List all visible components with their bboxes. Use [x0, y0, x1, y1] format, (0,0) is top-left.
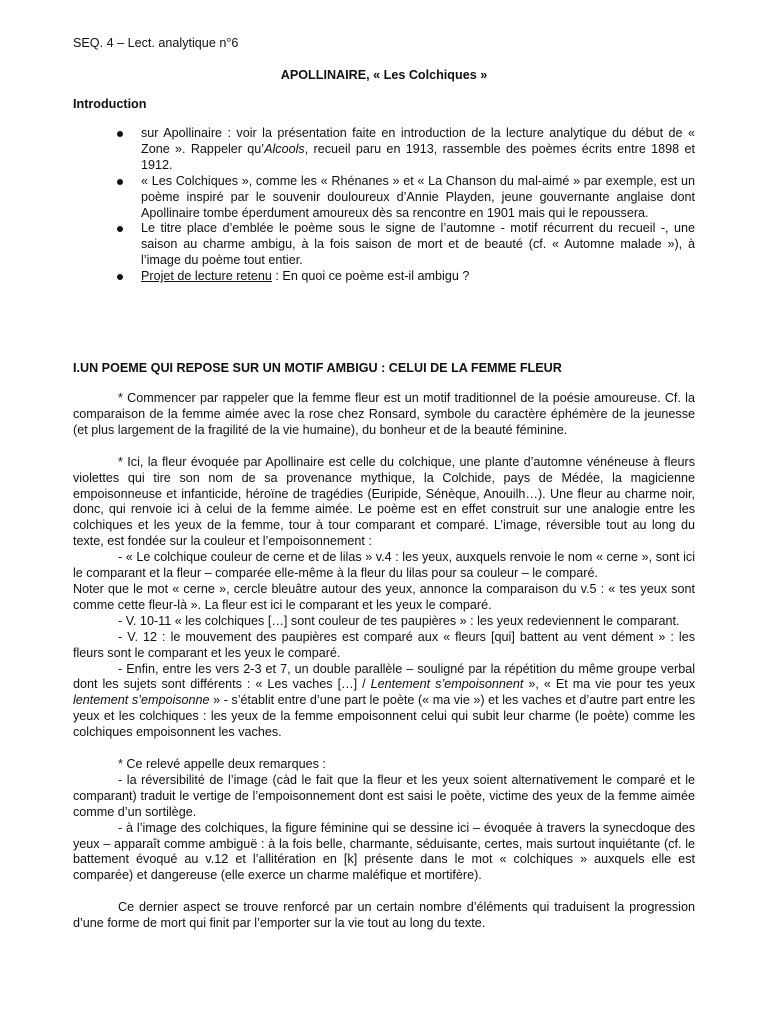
paragraph-text: », « Et ma vie pour tes yeux — [523, 677, 695, 692]
paragraph: - V. 12 : le mouvement des paupières est comparé aux « fleurs [qui] battent au vent dément » : les fleurs sont le comparant et les yeux le comparé. — [73, 629, 695, 660]
paragraph: Ce dernier aspect se trouve renforcé par un certain nombre d’éléments qui traduisent la progression d’une forme de mort qui finit par l’emporter sur la vie tout au long du texte. — [73, 900, 695, 931]
bullet-text: « Les Colchiques », comme les « Rhénanes » et « La Chanson du mal-aimé » par exemple, est un poème inspiré par le souvenir douloureux d’Annie Playden, jeune gouvernante anglaise dont Apollinaire tombe éperdument amoureux dès sa rencontre en 1901 mais qui le repoussera. — [141, 173, 695, 220]
bullet-icon — [117, 131, 123, 137]
introduction-bullet-list — [73, 126, 695, 285]
paragraph: * Ici, la fleur évoquée par Apollinaire est celle du colchique, une plante d’automne vénéneuse à fleurs violettes qui tire son nom de sa provenance mythique, la Colchide, pays de Médée, la magicienne empoisonneuse et infanticide, héroïne de tragédies (Euripide, Sénèque, Anouilh…). Une fleur au charme noir, donc, qui renvoie ici à celui de la femme aimée. Le poème est en effet construit sur une analogie entre les colchiques et les yeux de la femme, tour à tour comparant et comparé. L’image, réversible tout au long du texte, est fondée sur la couleur et l’empoisonnement : — [73, 454, 695, 549]
paragraph-text: » - s’établit entre d’une part le poète (« ma vie ») et les vaches et d’autre part entre les yeux et les colchiques : les yeux de la femme empoisonnent celui qui subit leur charme (le poète) comme les colchiques empoisonnent les vaches. — [73, 693, 695, 740]
paragraph: - à l’image des colchiques, la figure féminine qui se dessine ici – évoquée à travers la synecdoque des yeux – apparaît comme ambiguë : à la fois belle, charmante, séduisante, certes, mais surtout inquiétante (cf. le battement évoqué au v.12 et l’allitération en [k] présente dans le mot « colchiques » auxquels elle est comparée) et dangereuse (elle exerce un charme maléfique et mortifère). — [73, 820, 695, 883]
bullet-item-projet — [73, 269, 695, 285]
sequence-header: SEQ. 4 – Lect. analytique n°6 — [73, 36, 239, 50]
bullet-text: sur Apollinaire : voir la présentation faite en introduction de la lecture analytique du début de « Zone ». Rappeler qu’ — [141, 126, 695, 156]
paragraph: * Ce relevé appelle deux remarques : — [118, 757, 326, 772]
paragraph: - la réversibilité de l’image (càd le fait que la fleur et les yeux soient alternativement le comparé et le comparant) traduit le vertige de l’empoisonnement dont est saisi le poète, victime des yeux de la femme aimée comme d’un sortilège. — [73, 772, 695, 819]
projet-label: Projet de lecture retenu — [141, 269, 272, 284]
bullet-text: , recueil paru en 1913, rassemble des poèmes écrits entre 1898 et 1912. — [141, 141, 695, 172]
bullet-item-colchiques — [73, 174, 695, 222]
paragraph: - V. 10-11 « les colchiques […] sont couleur de tes paupières » : les yeux redeviennent le comparant. — [118, 613, 680, 628]
section-body — [73, 391, 695, 932]
paragraph — [73, 662, 695, 742]
introduction-heading: Introduction — [73, 97, 147, 111]
quote-italic: lentement s’empoisonne — [73, 693, 210, 708]
paragraph: Noter que le mot « cerne », cercle bleuâtre autour des yeux, annonce la comparaison du v.5 : « tes yeux sont comme cette fleur-là ». La fleur est ici le comparant et les yeux le comparé. — [73, 581, 695, 612]
bullet-icon — [117, 179, 123, 185]
paragraph-text: - Enfin, entre les vers 2-3 et 7, un double parallèle – souligné par la répétition du même groupe verbal dont les sujets sont différents : « Les vaches […] / — [73, 661, 695, 692]
bullet-icon — [117, 274, 123, 280]
bullet-item-titre — [73, 221, 695, 269]
section-heading-1: I.UN POEME QUI REPOSE SUR UN MOTIF AMBIGU : CELUI DE LA FEMME FLEUR — [73, 361, 562, 375]
bullet-text: Le titre place d’emblée le poème sous le signe de l’automne - motif récurrent du recueil -, une saison au charme ambigu, à la fois saison de mort et de beauté (cf. « Automne malade »), à l’image du poème tout entier. — [141, 221, 695, 268]
paragraph: * Commencer par rappeler que la femme fleur est un motif traditionnel de la poésie amoureuse. Cf. la comparaison de la femme aimée avec la rose chez Ronsard, symbole du caractère éphémère de la jeunesse (et plus largement de la fragilité de la vie humaine), du bonheur et de la beauté féminine. — [73, 391, 695, 437]
bullet-icon — [117, 226, 123, 232]
book-title: Alcools — [264, 141, 305, 156]
paragraph: - « Le colchique couleur de cerne et de lilas » v.4 : les yeux, auxquels renvoie le nom « cerne », sont ici le comparant et la fleur – comparée elle-même à la fleur du lilas pour sa couleur – le comparé. — [73, 550, 695, 581]
quote-italic: Lentement s’empoisonnent — [370, 677, 524, 692]
document-title: APOLLINAIRE, « Les Colchiques » — [280, 68, 488, 82]
bullet-item-apollinaire — [73, 126, 695, 174]
bullet-text: : En quoi ce poème est-il ambigu ? — [271, 269, 470, 284]
